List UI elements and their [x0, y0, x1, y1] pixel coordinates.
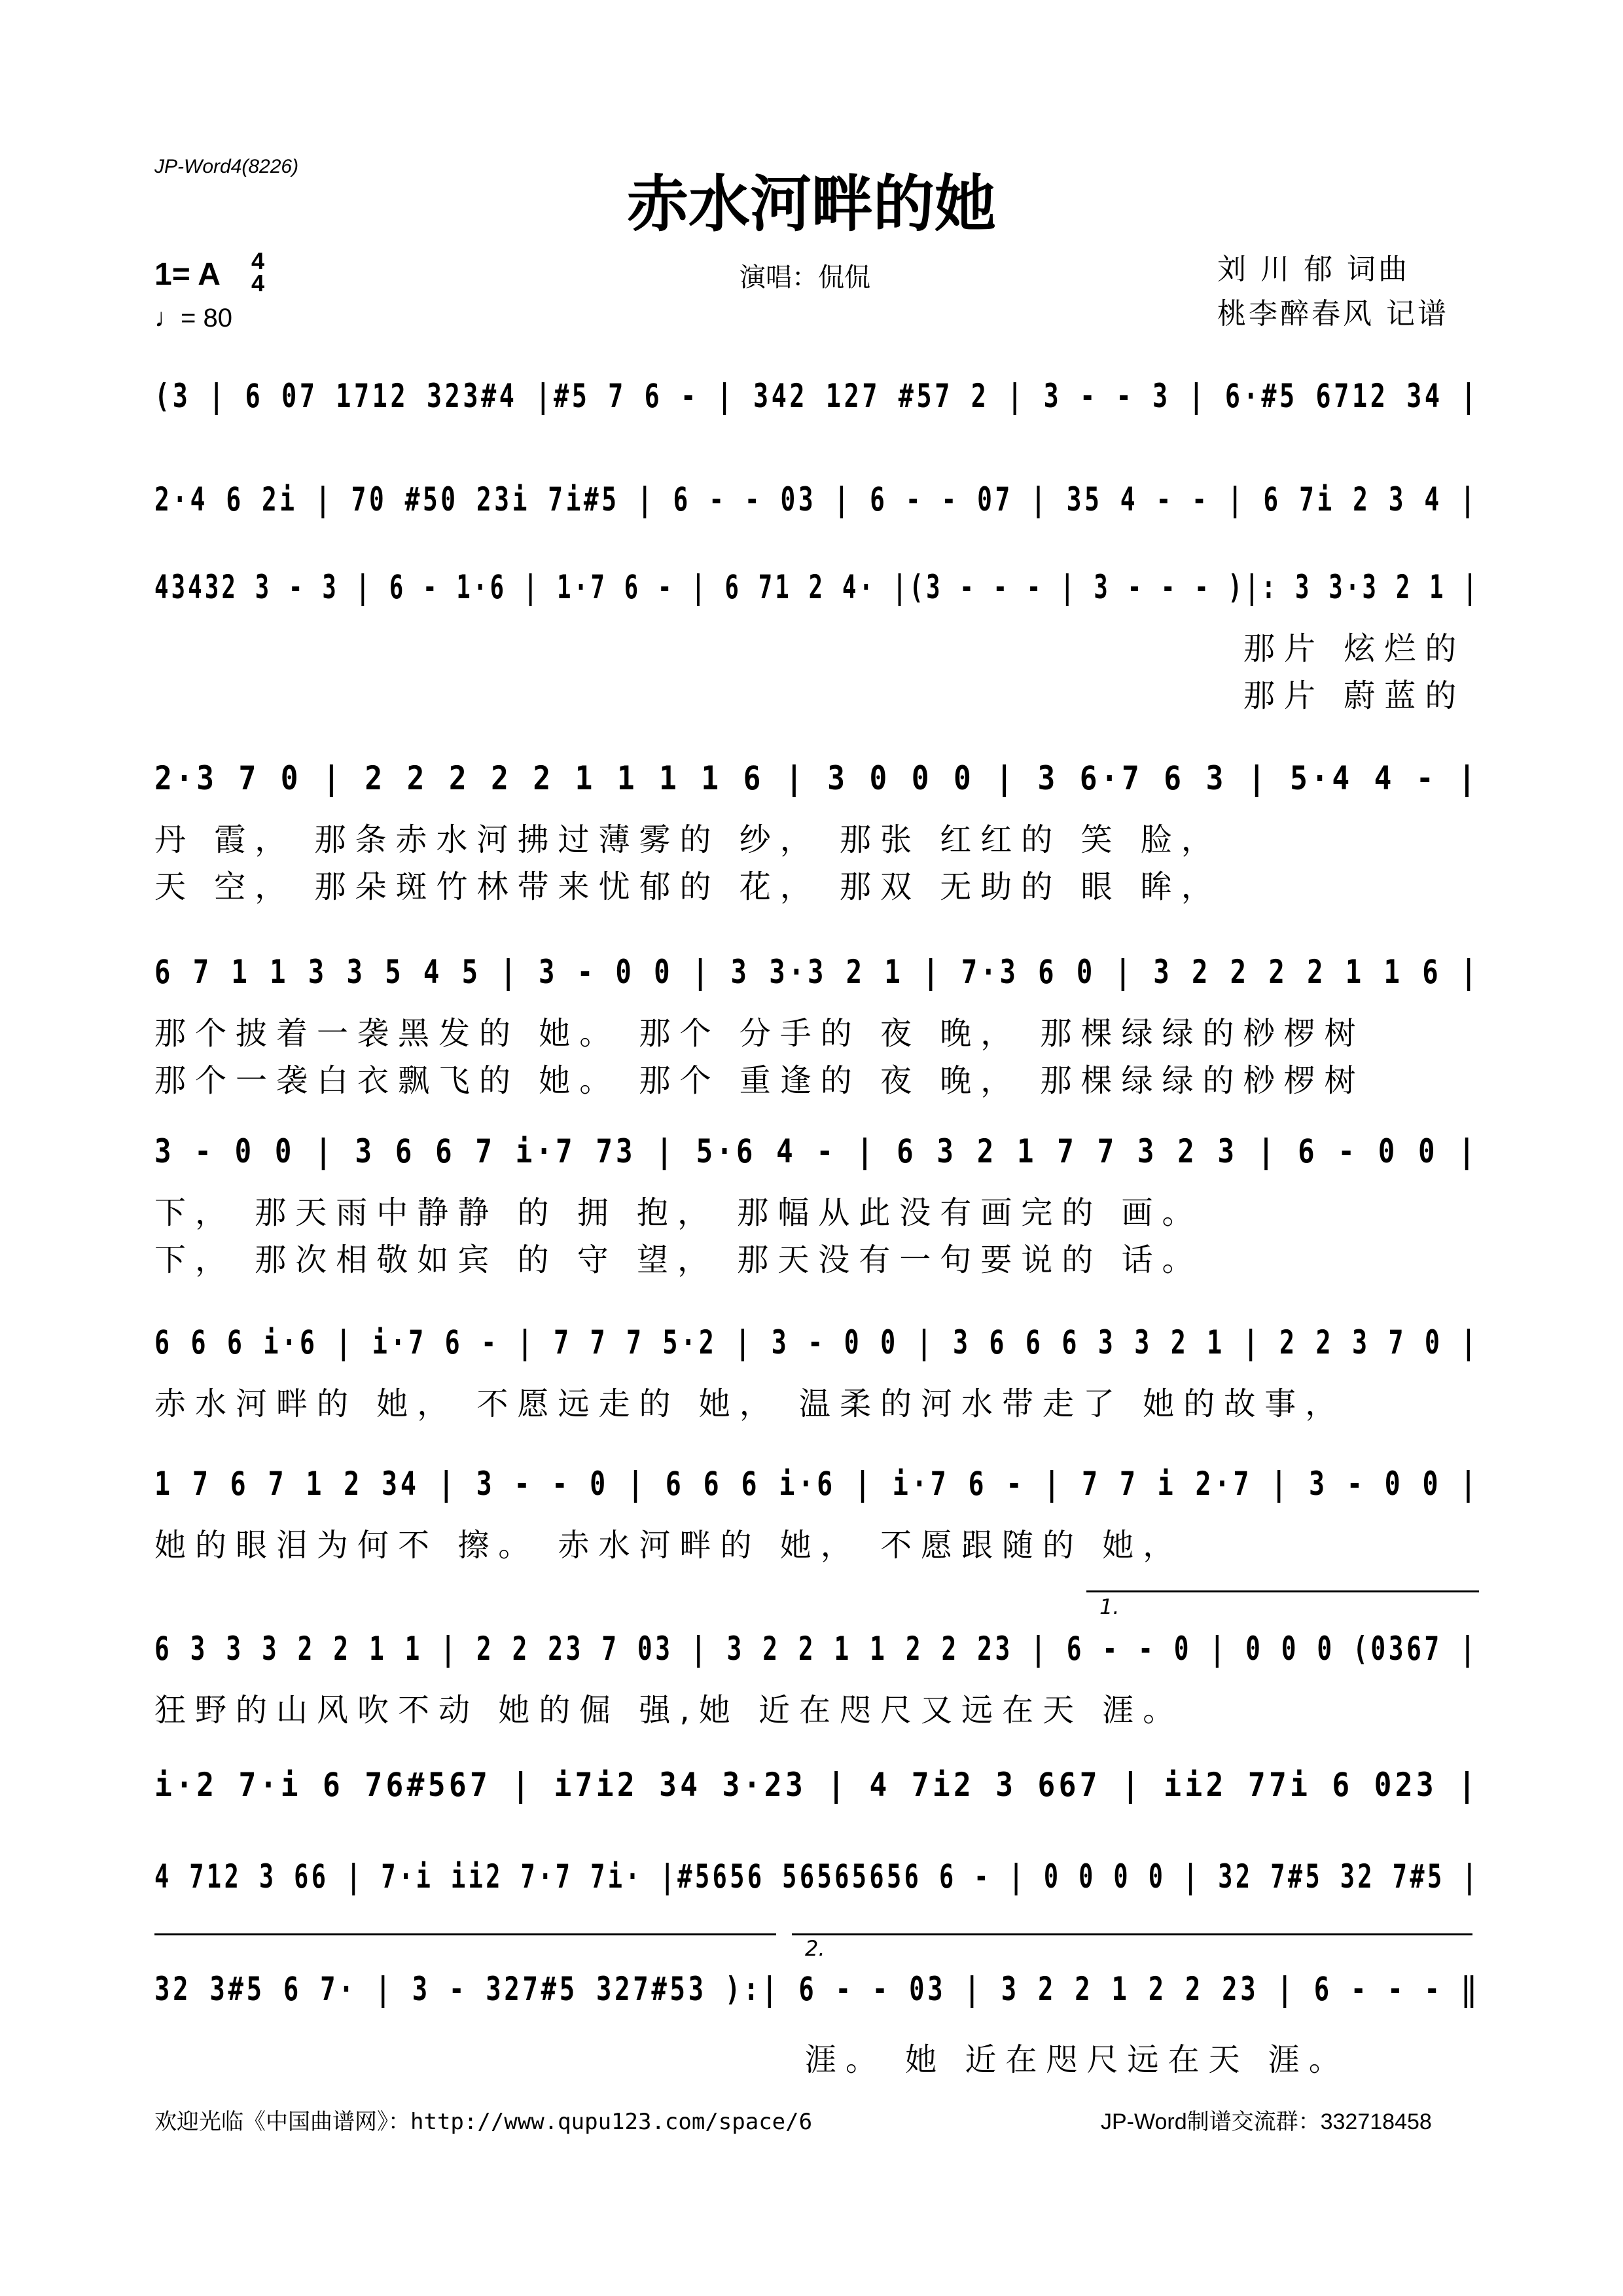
time-signature — [251, 247, 265, 296]
tempo-marking: ♩= 80 — [154, 304, 232, 332]
lyric-row-6-verse-1: 下， 那天雨中静静 的 拥 抱， 那幅从此没有画完的 画。 — [154, 1194, 1203, 1231]
score-row-12: 32 3#5 6 7· | 3 - 327#5 327#53 ):| 6 - - 03 | 3 2 2 1 2 2 23 | 6 - - - ‖ — [154, 1970, 1480, 2008]
transcriber: 桃李醉春风 记谱 — [1217, 297, 1449, 331]
score-row-9: 6 3 3 3 2 2 1 1 | 2 2 23 7 03 | 3 2 2 1 1 2 2 23 | 6 - - 0 | 0 0 0 (0367 | — [154, 1630, 1478, 1668]
volta-first-bracket — [1086, 1590, 1479, 1592]
score-row-3: 43432 3 - 3 | 6 - 1·6 | 1·7 6 - | 6 71 2 4· |(3 - - - | 3 - - - )|: 3 3·3 2 1 | — [154, 568, 1480, 606]
time-sig-top: 4 — [251, 247, 265, 274]
score-row-11: 4 712 3 66 | 7·i ii2 7·7 7i· |#5656 56565656 6 - | 0 0 0 0 | 32 7#5 32 7#5 | — [154, 1857, 1480, 1895]
volta-first-label: 1. — [1099, 1594, 1120, 1619]
credits — [1217, 247, 1449, 336]
score-row-10: i·2 7·i 6 76#567 | i7i2 34 3·23 | 4 7i2 3 667 | ii2 77i 6 023 | — [154, 1766, 1480, 1804]
footer-group: JP-Word制谱交流群：332718458 — [1101, 2109, 1432, 2134]
score-row-2: 2·4 6 2i | 70 #50 23i 7i#5 | 6 - - 03 | 6 - - 07 | 35 4 - - | 6 7i 2 3 4 | — [154, 480, 1478, 518]
lyric-row-6-verse-2: 下， 那次相敬如宾 的 守 望， 那天没有一句要说的 话。 — [154, 1242, 1203, 1278]
volta-second-bracket — [792, 1933, 1472, 1935]
lyric-row-4-verse-2: 天 空， 那朵斑竹林带来忧郁的 花， 那双 无助的 眼 眸， — [154, 869, 1222, 905]
lyric-row-4-verse-1: 丹 霞， 那条赤水河拂过薄雾的 纱， 那张 红红的 笑 脸， — [154, 821, 1222, 858]
lyric-row-8: 她的眼泪为何不 擦。 赤水河畔的 她， 不愿跟随的 她， — [154, 1527, 1184, 1564]
singer-credit: 演唱：侃侃 — [740, 262, 870, 293]
score-row-7: 6 6 6 i·6 | i·7 6 - | 7 7 7 5·2 | 3 - 0 0 | 3 6 6 6 3 3 2 1 | 2 2 3 7 0 | — [154, 1323, 1480, 1361]
lyric-row-5-verse-1: 那个披着一袭黑发的 她。 那个 分手的 夜 晚， 那棵绿绿的桫椤树 — [154, 1015, 1365, 1052]
repeat-bracket-line — [154, 1933, 776, 1935]
key-signature: 1= A — [154, 257, 221, 292]
score-row-6: 3 - 0 0 | 3 6 6 7 i·7 73 | 5·6 4 - | 6 3 2 1 7 7 3 2 3 | 6 - 0 0 | — [154, 1132, 1478, 1170]
score-row-8: 1 7 6 7 1 2 34 | 3 - - 0 | 6 6 6 i·6 | i·7 6 - | 7 7 i 2·7 | 3 - 0 0 | — [154, 1465, 1480, 1503]
software-label: JP-Word4(8226) — [154, 156, 299, 177]
lyricist-composer: 刘 川 郁 词曲 — [1217, 253, 1410, 286]
lyric-row-9: 狂野的山风吹不动 她的倔 强,她 近在咫尺又远在天 涯。 — [154, 1692, 1184, 1729]
lyric-row-7: 赤水河畔的 她， 不愿远走的 她， 温柔的河水带走了 她的故事， — [154, 1386, 1346, 1422]
footer-website: 欢迎光临《中国曲谱网》：http://www.qupu123.com/space/6 — [154, 2109, 813, 2135]
time-sig-bottom: 4 — [251, 270, 265, 296]
volta-second-label: 2. — [805, 1936, 825, 1961]
lyric-row-5-verse-2: 那个一袭白衣飘飞的 她。 那个 重逢的 夜 晚， 那棵绿绿的桫椤树 — [154, 1062, 1365, 1099]
score-row-4: 2·3 7 0 | 2 2 2 2 2 1 1 1 1 6 | 3 0 0 0 | 3 6·7 6 3 | 5·4 4 - | — [154, 759, 1480, 797]
score-row-1: (3 | 6 07 1712 323#4 |#5 7 6 - | 342 127 #57 2 | 3 - - 3 | 6·#5 6712 34 | — [154, 377, 1480, 415]
lyric-row-12: 涯。 她 近在咫尺远在天 涯。 — [805, 2041, 1349, 2078]
song-title: 赤水河畔的她 — [626, 169, 996, 240]
lyric-row-3-verse-1: 那片 炫烂的 — [1243, 630, 1466, 667]
lyric-row-3-verse-2: 那片 蔚蓝的 — [1243, 677, 1466, 714]
score-row-5: 6 7 1 1 3 3 5 4 5 | 3 - 0 0 | 3 3·3 2 1 | 7·3 6 0 | 3 2 2 2 2 1 1 6 | — [154, 953, 1480, 991]
